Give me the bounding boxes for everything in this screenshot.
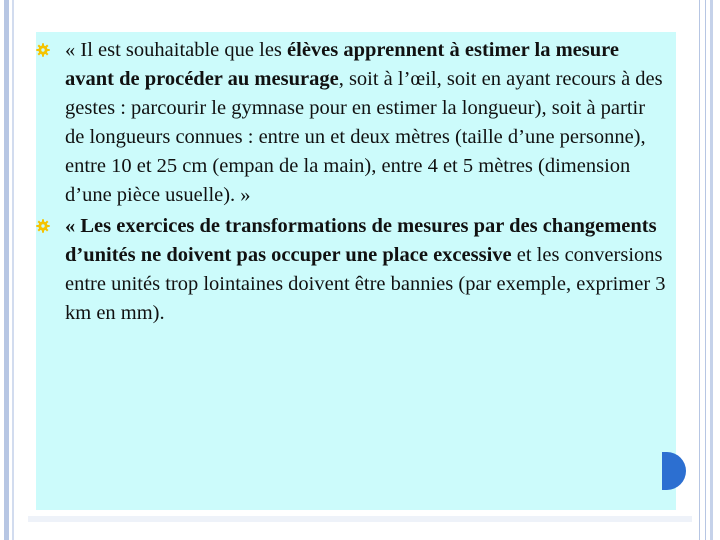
right-border-rail (699, 0, 706, 540)
bullet-item-conversions (36, 212, 676, 328)
gear-bullet-icon (36, 219, 50, 233)
bullet-text-1b: élèves apprennent à estimer la mesure avant de procéder au mesurage (65, 39, 619, 90)
bullet-text-1c: , soit à l’œil, soit en ayant recours à des gestes : parcourir le gymnase pour en estimer la longueur), soit à partir de longueurs connues : entre un et deux mètres (taille d’une personne), entre 10 et 25 cm (empan de la main), entre 4 et 5 mètres (dimension d’une pièce usuelle). » (65, 68, 663, 206)
bullet-text-2a: « Les exercices de transformations de mesures par des changements d’unités ne doivent pas occuper une place excessive (65, 215, 657, 266)
bottom-shadow (28, 516, 692, 522)
bullet-text-2b: et les conversions entre unités trop lointaines doivent être bannies (par exemple, exprimer 3 km en mm). (65, 244, 666, 324)
gear-bullet-icon (36, 43, 50, 57)
right-border-rail-outer (710, 0, 713, 540)
slide-marker-tab (662, 452, 686, 490)
bullet-list (36, 36, 676, 328)
left-border-rail-inner (12, 0, 14, 540)
left-border-rail (4, 0, 9, 540)
bullet-item-estimation (36, 36, 676, 210)
bullet-text-1a: « Il est souhaitable que les (65, 39, 288, 61)
